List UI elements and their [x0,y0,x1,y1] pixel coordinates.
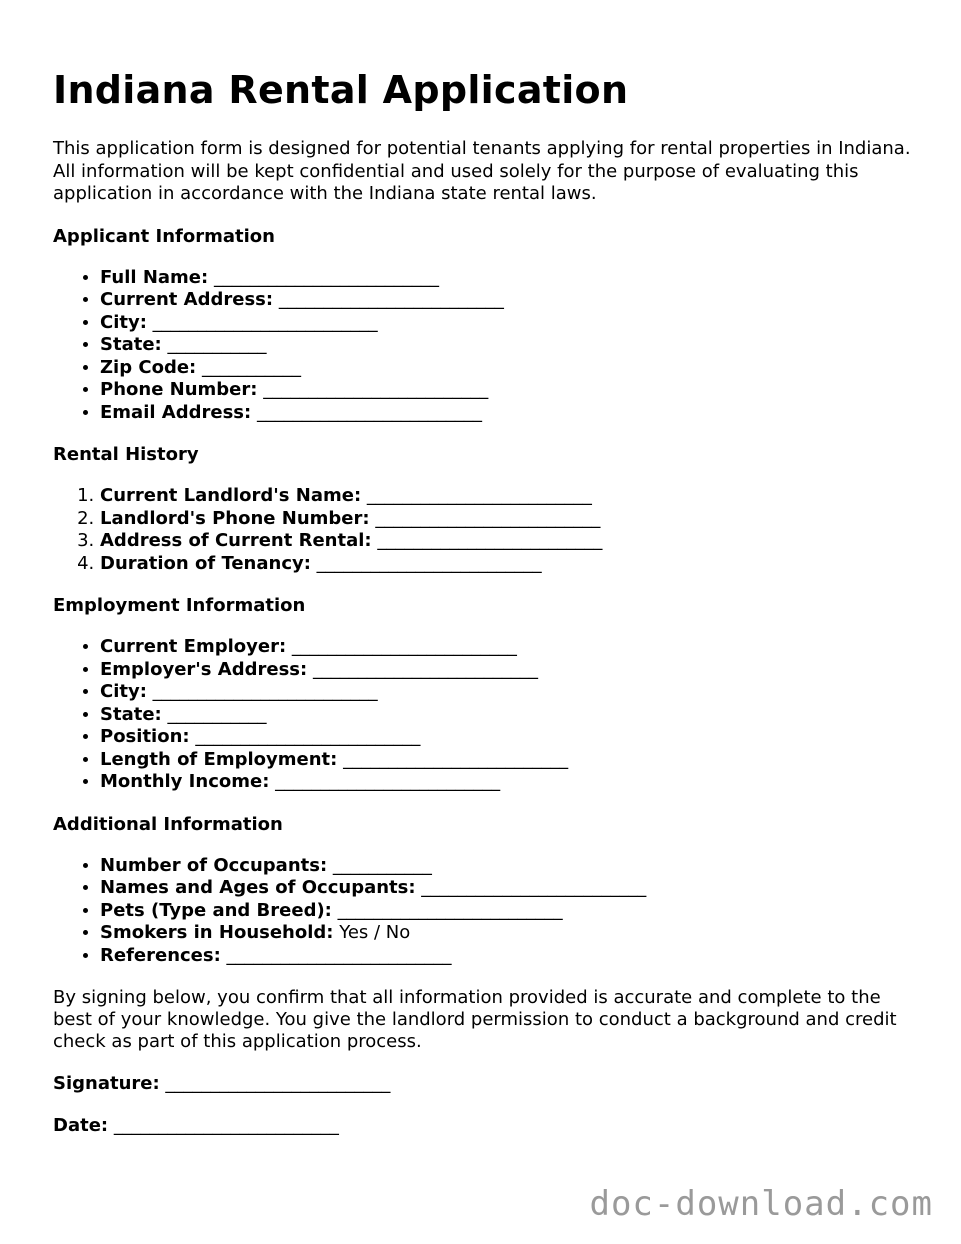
field-label: Current Address: [100,289,274,310]
employer-state-field[interactable]: ___________ [167,703,267,725]
section-heading-applicant: Applicant Information [53,225,275,247]
pets-field[interactable]: _________________________ [337,899,563,921]
list-item [100,681,913,704]
email-address-field[interactable]: _________________________ [256,401,482,423]
city-field[interactable]: _________________________ [152,311,378,333]
additional-list [53,855,913,968]
list-item [100,900,913,923]
list-item [100,726,913,749]
field-label: City: [100,311,147,333]
landlord-phone-field[interactable]: _________________________ [375,507,601,529]
field-label: State: [100,703,162,725]
smokers-choice[interactable]: Yes / No [339,922,411,943]
list-item [100,855,913,878]
section-heading-rental: Rental History [53,444,199,465]
field-label: State: [100,334,162,355]
page-title: Indiana Rental Application [53,68,629,112]
field-label: Full Name: [100,266,209,288]
references-field[interactable]: _________________________ [226,944,452,966]
list-item [100,334,913,357]
list-item [100,402,913,425]
list-item [100,267,913,290]
field-label: Signature: [53,1073,160,1094]
occupants-count-field[interactable]: ___________ [332,854,432,876]
confirmation-paragraph: By signing below, you confirm that all information provided is accurate and complete to the best of your knowledge. You give the landlord permission to conduct a background and credit check as part of this application process. [53,987,897,1052]
field-label: Zip Code: [100,356,197,378]
rental-address-field[interactable]: _________________________ [377,530,603,551]
field-label: References: [100,944,221,966]
employer-field[interactable]: _________________________ [291,636,517,657]
field-label: Date: [53,1115,109,1136]
occupants-names-field[interactable]: _________________________ [421,877,647,898]
list-item [100,922,913,945]
document [53,62,913,1137]
field-label: Number of Occupants: [100,854,328,876]
list-item [100,636,913,659]
field-label: Length of Employment: [100,748,338,770]
phone-number-field[interactable]: _________________________ [263,379,489,400]
list-item [100,485,913,508]
current-address-field[interactable]: _________________________ [278,289,504,310]
list-item [100,771,913,794]
field-label: Monthly Income: [100,771,270,792]
list-item [100,379,913,402]
applicant-list [53,267,913,425]
position-field[interactable]: _________________________ [195,726,421,747]
intro-paragraph: This application form is designed for potential tenants applying for rental properties in Indiana. All information will be kept confidential and used solely for the purpose of evaluating this application in accordance with the Indiana state rental laws. [53,138,911,204]
signature-field[interactable]: _________________________ [165,1073,391,1094]
field-label: Current Employer: [100,636,287,657]
section-heading-employment: Employment Information [53,595,306,616]
tenancy-duration-field[interactable]: _________________________ [316,552,542,574]
field-label: Landlord's Phone Number: [100,507,370,529]
field-label: Names and Ages of Occupants: [100,877,416,898]
employer-city-field[interactable]: _________________________ [152,681,378,702]
field-label: Duration of Tenancy: [100,552,311,574]
employment-list [53,636,913,794]
landlord-name-field[interactable]: _________________________ [366,485,592,506]
zip-code-field[interactable]: ___________ [201,356,301,378]
list-item [100,553,913,576]
list-item [100,877,913,900]
list-item [100,749,913,772]
state-field[interactable]: ___________ [167,334,267,355]
rental-list [53,485,913,575]
list-item [100,530,913,553]
employment-length-field[interactable]: _________________________ [343,748,569,770]
list-item [100,704,913,727]
signature-line [53,1073,913,1095]
field-label: Phone Number: [100,379,258,400]
field-label: Address of Current Rental: [100,530,372,551]
field-label: Position: [100,726,190,747]
full-name-field[interactable]: _________________________ [213,266,439,288]
list-item [100,312,913,335]
section-heading-additional: Additional Information [53,813,283,835]
field-label: Smokers in Household: [100,922,334,943]
employer-address-field[interactable]: _________________________ [312,658,538,680]
monthly-income-field[interactable]: _________________________ [275,771,501,792]
list-item [100,945,913,968]
field-label: Pets (Type and Breed): [100,899,332,921]
list-item [100,357,913,380]
date-field[interactable]: _________________________ [113,1115,339,1136]
date-line [53,1115,913,1137]
list-item [100,508,913,531]
field-label: Employer's Address: [100,658,308,680]
field-label: City: [100,681,147,702]
field-label: Current Landlord's Name: [100,485,362,506]
field-label: Email Address: [100,401,252,423]
list-item [100,659,913,682]
list-item [100,289,913,312]
watermark: doc-download.com [589,1184,933,1224]
